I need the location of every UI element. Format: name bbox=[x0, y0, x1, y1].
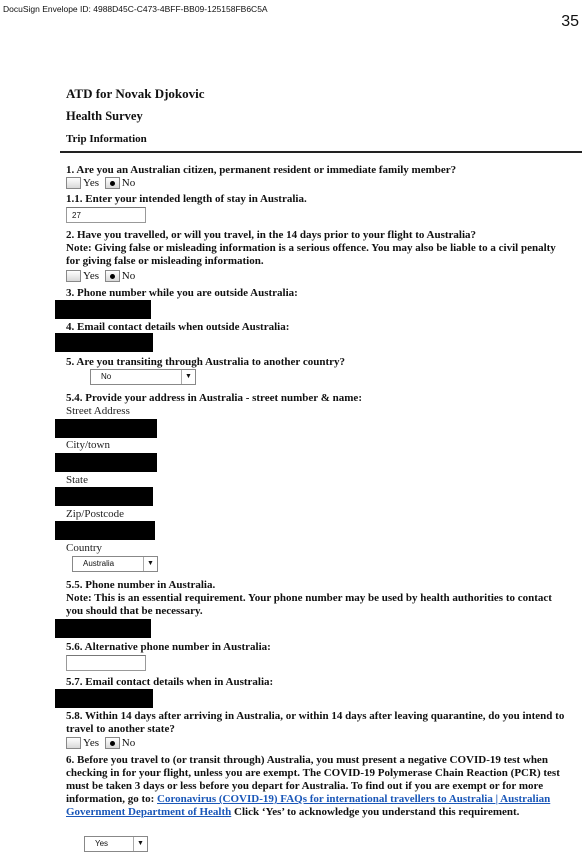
question-3: 3. Phone number while you are outside Australia: bbox=[66, 287, 298, 299]
country-label: Country bbox=[66, 542, 103, 554]
page-number: 35 bbox=[561, 13, 579, 30]
city-label: City/town bbox=[66, 439, 111, 451]
question-5-8: 5.8. Within 14 days after arriving in Australia, or within 14 days after leaving quarantine, do you intend to travel to another state? bbox=[66, 710, 565, 735]
q5-8-yes-label: Yes bbox=[83, 737, 100, 750]
q5-8-no-radio[interactable] bbox=[105, 737, 120, 749]
q2-no-label: No bbox=[121, 270, 136, 283]
redacted-email-australia bbox=[55, 689, 153, 708]
redacted-phone-outside bbox=[55, 300, 151, 319]
question-2-label: 2. Have you travelled, or will you travel, in the 14 days prior to your flight to Australia? bbox=[66, 229, 477, 241]
question-5: 5. Are you transiting through Australia to another country? bbox=[66, 356, 345, 368]
q1-no-label: No bbox=[121, 177, 136, 190]
country-select[interactable] bbox=[72, 556, 158, 572]
question-5-7: 5.7. Email contact details when in Australia: bbox=[66, 676, 274, 688]
question-4: 4. Email contact details when outside Australia: bbox=[66, 321, 290, 333]
redacted-street bbox=[55, 419, 157, 438]
section-divider bbox=[60, 151, 582, 153]
question-1-options bbox=[66, 177, 138, 189]
question-6 bbox=[66, 754, 576, 819]
question-6-acknowledge: Click ‘Yes’ to acknowledge you understand this requirement. bbox=[234, 806, 520, 818]
chevron-down-icon: ▼ bbox=[133, 837, 147, 851]
q5-8-yes-radio[interactable] bbox=[66, 737, 81, 749]
covid-faq-link[interactable]: Coronavirus (COVID-19) FAQs for international travellers to Australia | Australian Government Department of Health bbox=[66, 793, 551, 818]
street-address-label: Street Address bbox=[66, 405, 130, 417]
redacted-state bbox=[55, 487, 153, 506]
question-5-5-note: Note: This is an essential requirement. Your phone number may be used by health authorities to contact you should that be necessary. bbox=[66, 592, 552, 617]
question-5-5 bbox=[66, 579, 571, 618]
country-value: Australia bbox=[83, 559, 115, 568]
chevron-down-icon: ▼ bbox=[181, 370, 195, 384]
chevron-down-icon: ▼ bbox=[143, 557, 157, 571]
section-heading: Trip Information bbox=[66, 133, 147, 145]
question-2-options bbox=[66, 270, 138, 282]
redacted-phone-australia bbox=[55, 619, 151, 638]
redacted-zip bbox=[55, 521, 155, 540]
q1-no-radio[interactable] bbox=[105, 177, 120, 189]
question-5-8-options bbox=[66, 737, 138, 749]
alternative-phone-field[interactable] bbox=[66, 655, 146, 671]
redacted-city bbox=[55, 453, 157, 472]
envelope-id: DocuSign Envelope ID: 4988D45C-C473-4BFF-BB09-125158FB6C5A bbox=[3, 4, 268, 14]
q1-yes-label: Yes bbox=[83, 177, 100, 190]
question-2 bbox=[66, 229, 571, 268]
page-title: ATD for Novak Djokovic bbox=[66, 86, 205, 101]
question-5-4: 5.4. Provide your address in Australia - street number & name: bbox=[66, 392, 362, 404]
q2-yes-label: Yes bbox=[83, 270, 100, 283]
question-5-5-label: 5.5. Phone number in Australia. bbox=[66, 579, 216, 591]
zip-label: Zip/Postcode bbox=[66, 508, 125, 520]
acknowledge-value: Yes bbox=[95, 839, 109, 848]
question-1: 1. Are you an Australian citizen, permanent resident or immediate family member? bbox=[66, 164, 457, 176]
state-label: State bbox=[66, 474, 88, 486]
transiting-select[interactable] bbox=[90, 369, 196, 385]
acknowledge-select[interactable] bbox=[84, 836, 148, 852]
survey-title: Health Survey bbox=[66, 109, 143, 123]
question-2-note: Note: Giving false or misleading information is a serious offence. You may also be liable to a civil penalty for giving false or misleading information. bbox=[66, 242, 556, 267]
q2-yes-radio[interactable] bbox=[66, 270, 81, 282]
q2-no-radio[interactable] bbox=[105, 270, 120, 282]
q5-8-no-label: No bbox=[121, 737, 136, 750]
q1-yes-radio[interactable] bbox=[66, 177, 81, 189]
stay-length-field[interactable]: 27 bbox=[66, 207, 146, 223]
transiting-value: No bbox=[101, 372, 112, 381]
redacted-email-outside bbox=[55, 333, 153, 352]
question-6-text: 6. Before you travel to (or transit through) Australia, you must present a negative COVID-19 test when checking in for your flight, unless you are exempt. The COVID-19 Polymerase Chain Reaction (PCR) test must be taken 3 days or less before you depart for Australia. To find out if you are exempt or for more information, go to: bbox=[66, 754, 560, 805]
question-5-6: 5.6. Alternative phone number in Australia: bbox=[66, 641, 271, 653]
question-1-1: 1.1. Enter your intended length of stay in Australia. bbox=[66, 193, 307, 205]
